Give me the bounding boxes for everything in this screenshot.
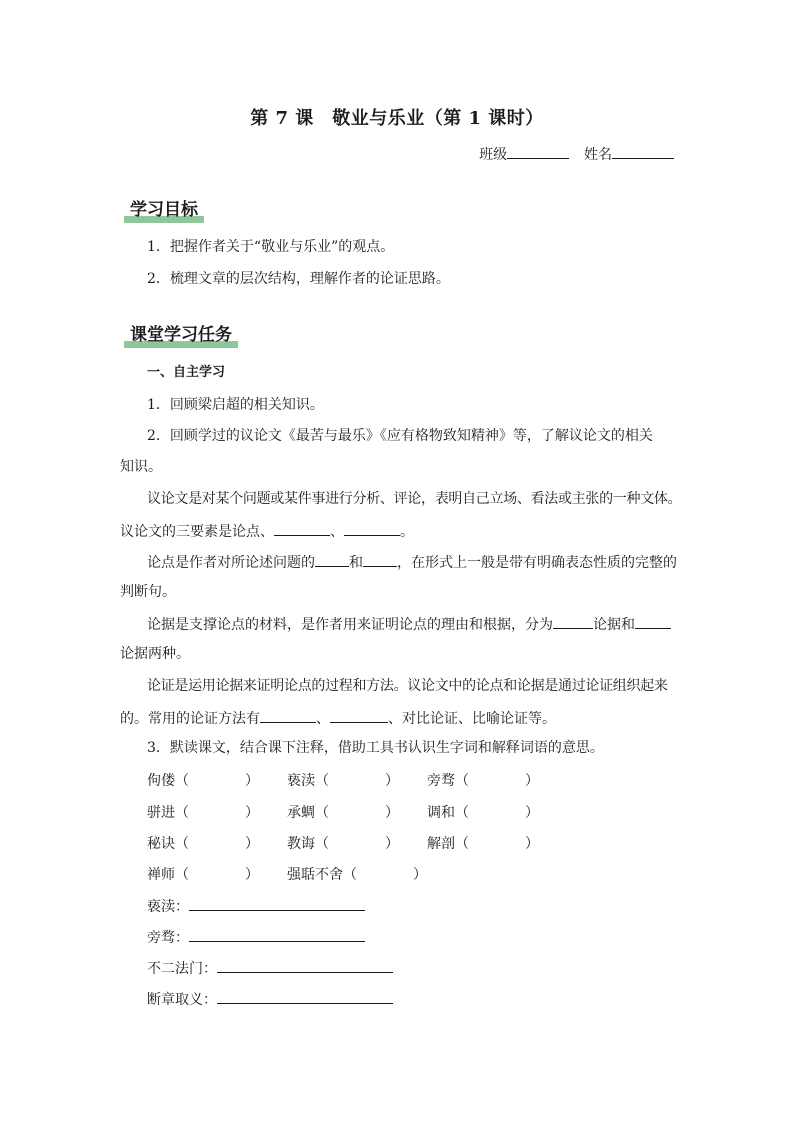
blank-thesis-1[interactable] [315,552,349,567]
blank-method-2[interactable] [330,708,388,723]
text-segment: 、 [330,524,344,540]
paragraph-argument-essay-line1: 议论文是对某个问题或某件事进行分析、评论，表明自己立场、看法或主张的一种文体。 [147,491,682,507]
objective-item-1: 1．把握作者关于“敬业与乐业”的观点。 [147,239,395,255]
blank-element-3[interactable] [344,521,400,536]
text-segment: 和 [349,555,363,571]
define-label: 旁骛： [147,930,189,946]
define-label: 不二法门： [147,961,217,977]
paragraph-thesis-line2: 判断句。 [120,584,176,600]
vocab-item[interactable]: 调和（ ） [427,805,539,821]
question-2-line2: 知识。 [120,459,162,475]
text-segment: 、 [316,711,330,727]
paragraph-thesis-line1 [147,552,677,572]
text-segment: 论据是支撑论点的材料，是作者用来证明论点的理由和根据，分为 [147,617,553,633]
define-blank[interactable] [189,927,365,942]
define-row-1 [147,896,365,916]
section-heading-objectives [124,195,204,220]
blank-evidence-2[interactable] [635,614,671,629]
section-heading-text: 学习目标 [130,200,198,220]
vocab-item[interactable]: 解剖（ ） [427,836,539,852]
text-segment: ，在形式上一般是带有明确表态性质的完整的 [397,555,677,571]
text-segment: 论点是作者对所论述问题的 [147,555,315,571]
vocab-item[interactable]: 旁骛（ ） [427,773,539,789]
page-title: 第 7 课 敬业与乐业（第 1 课时） [250,108,544,129]
text-segment: 。 [400,524,414,540]
vocab-item[interactable]: 骈进（ ） [147,805,259,821]
question-3: 3．默读课文，结合课下注释，借助工具书认识生字词和解释词语的意思。 [147,740,604,756]
define-label: 断章取义： [147,992,217,1008]
vocab-row-1 [147,770,539,790]
vocab-item[interactable]: 禅师（ ） [147,867,259,883]
class-blank[interactable] [507,144,569,159]
objective-item-2: 2．梳理文章的层次结构，理解作者的论证思路。 [147,271,450,287]
section-heading-tasks [124,320,238,345]
paragraph-evidence-line2: 论据两种。 [120,646,190,662]
vocab-row-4 [147,864,427,884]
define-blank[interactable] [189,896,365,911]
vocab-item[interactable]: 亵渎（ ） [287,773,399,789]
vocab-item[interactable]: 秘诀（ ） [147,836,259,852]
vocab-row-2 [147,802,539,822]
section-heading-text: 课堂学习任务 [130,325,232,345]
name-label: 姓名 [584,147,612,163]
define-blank[interactable] [217,958,393,973]
paragraph-reasoning-line2 [120,708,556,728]
define-row-3 [147,958,393,978]
vocab-item[interactable]: 教诲（ ） [287,836,399,852]
question-2-line1: 2．回顾学过的议论文《最苦与最乐》《应有格物致知精神》等，了解议论文的相关 [147,428,653,444]
text-segment: 论据和 [593,617,635,633]
blank-method-1[interactable] [260,708,316,723]
text-segment: 议论文的三要素是论点、 [120,524,274,540]
text-segment: 、对比论证、比喻论证等。 [388,711,556,727]
paragraph-reasoning-line1: 论证是运用论据来证明论点的过程和方法。议论文中的论点和论据是通过论证组织起来 [147,678,668,694]
vocab-item[interactable]: 承蜩（ ） [287,805,399,821]
name-blank[interactable] [612,144,674,159]
class-label: 班级 [479,147,508,163]
class-name-line [479,144,674,164]
question-1: 1．回顾梁启超的相关知识。 [147,397,324,413]
blank-evidence-1[interactable] [553,614,593,629]
vocab-row-3 [147,833,539,853]
blank-thesis-2[interactable] [363,552,397,567]
vocab-item[interactable]: 强聒不舍（ ） [287,867,427,883]
define-label: 亵渎： [147,899,189,915]
define-blank[interactable] [217,989,393,1004]
define-row-2 [147,927,365,947]
paragraph-argument-essay-line2 [120,521,414,541]
text-segment: 的。常用的论证方法有 [120,711,260,727]
blank-element-2[interactable] [274,521,330,536]
subheading-self-study: 一、自主学习 [147,365,226,380]
vocab-item[interactable]: 佝偻（ ） [147,773,259,789]
paragraph-evidence-line1 [147,614,671,634]
define-row-4 [147,989,393,1009]
